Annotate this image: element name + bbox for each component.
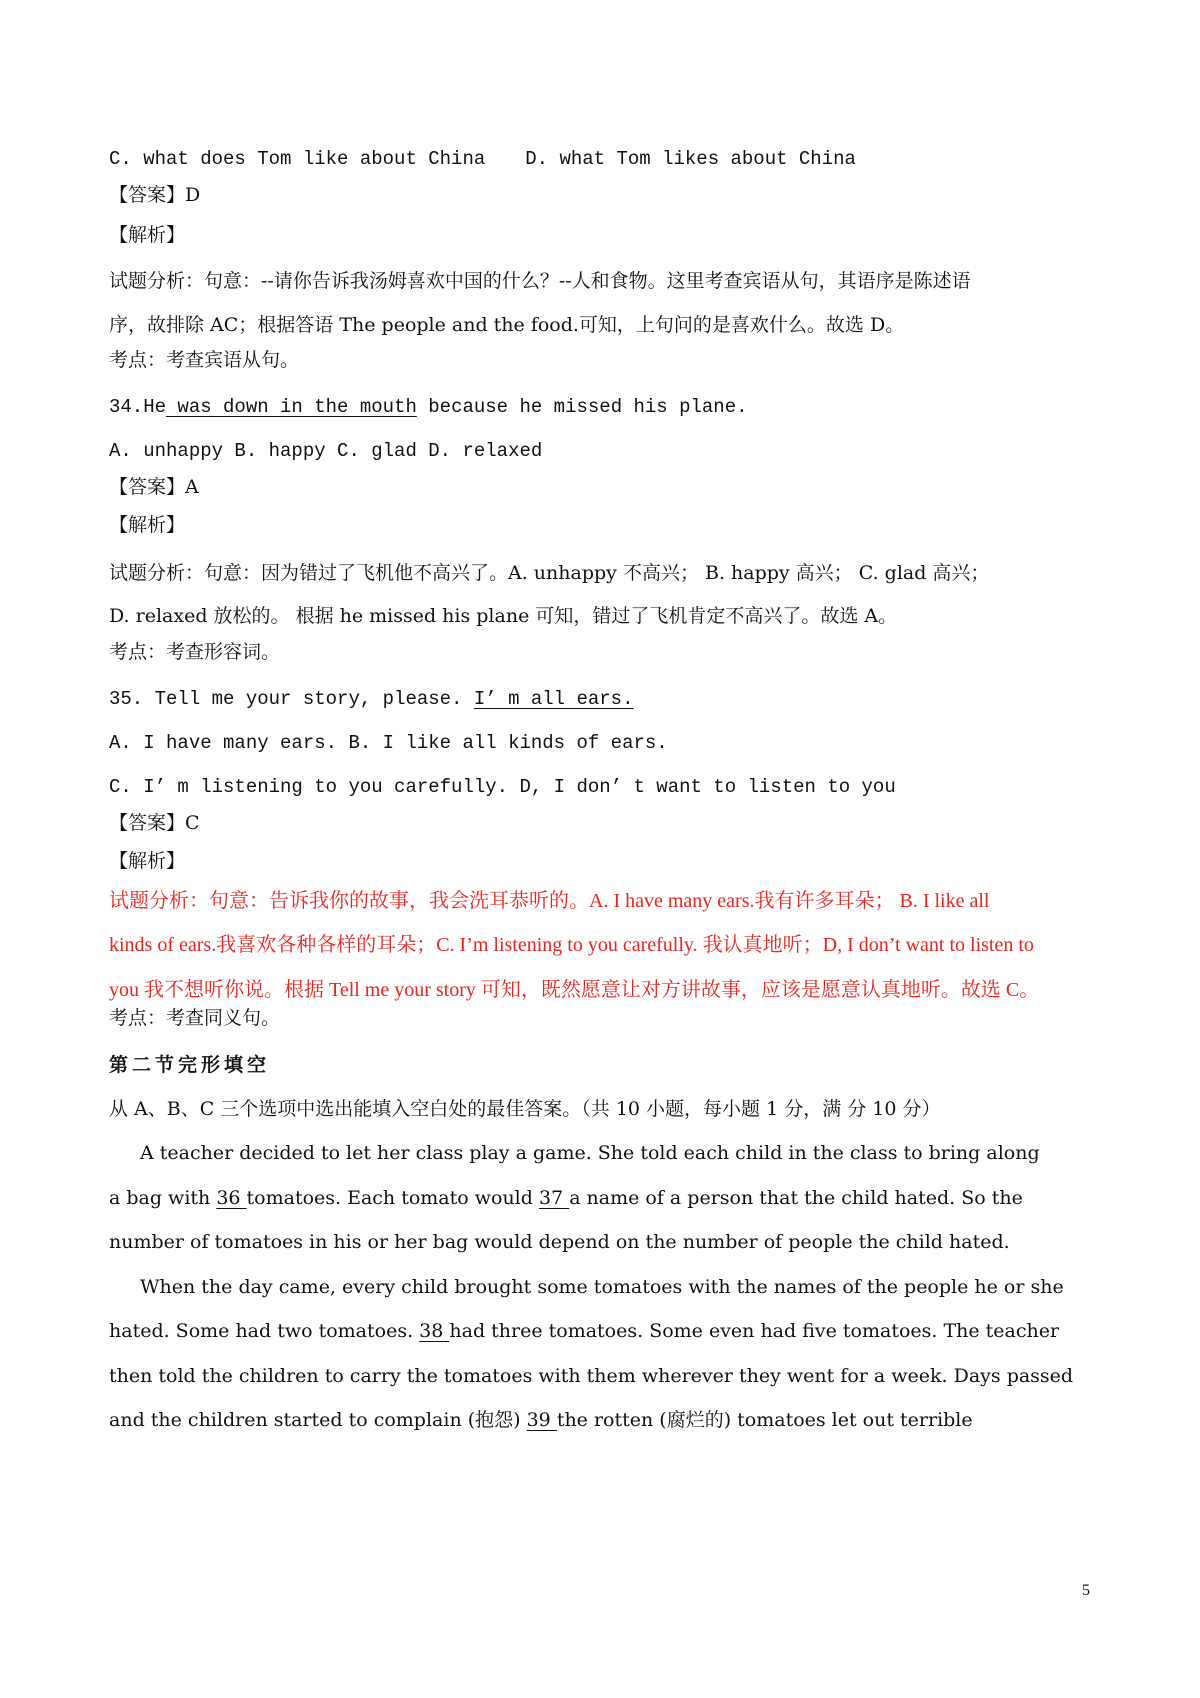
q35-options-ab: A. I have many ears. B. I like all kinds of ears. — [109, 732, 668, 754]
section-2-title: 第二节完形填空 — [109, 1054, 271, 1076]
q35-analysis-line-1: 试题分析：句意：告诉我你的故事，我会洗耳恭听的。A. I have many ears.我有许多耳朵； B. I like all — [109, 890, 990, 912]
blank-36: 36 — [216, 1187, 247, 1209]
q35-analysis-line-2: kinds of ears.我喜欢各种各样的耳朵；C. I’m listening to you carefully. 我认真地听；D, I don’t want to listen to — [109, 934, 1034, 956]
passage-text: a name of a person that the child hated. So the — [569, 1187, 1023, 1209]
passage-p1-line-2 — [109, 1185, 1023, 1211]
q34-answer: 【答案】A — [109, 476, 199, 498]
q33-analysis-line-1: 试题分析：句意：--请你告诉我汤姆喜欢中国的什么？--人和食物。这里考查宾语从句，其语序是陈述语 — [109, 270, 971, 292]
q33-analysis-label: 【解析】 — [109, 224, 186, 246]
q35-question — [109, 686, 634, 712]
passage-p2-line-1: When the day came, every child brought some tomatoes with the names of the people he or she — [140, 1276, 1064, 1298]
passage-p2-line-3: then told the children to carry the tomatoes with them wherever they went for a week. Days passed — [109, 1365, 1074, 1387]
passage-text: tomatoes. Each tomato would — [246, 1187, 539, 1209]
q33-point: 考点：考查宾语从句。 — [109, 349, 300, 371]
q35-analysis-label: 【解析】 — [109, 850, 186, 872]
q35-underlined-phrase: I’ m all ears. — [473, 688, 634, 710]
q34-prefix: 34.He — [109, 396, 167, 418]
passage-text: had three tomatoes. Some even had five tomatoes. The teacher — [449, 1320, 1060, 1342]
passage-p1-line-1: A teacher decided to let her class play a game. She told each child in the class to bring along — [140, 1142, 1040, 1164]
q33-option-c: C. what does Tom like about China — [109, 148, 486, 170]
q35-options-cd: C. I’ m listening to you carefully. D, I don’ t want to listen to you — [109, 776, 896, 798]
q35-analysis-line-3: you 我不想听你说。根据 Tell me your story 可知，既然愿意让对方讲故事，应该是愿意认真地听。故选 C。 — [109, 979, 1040, 1001]
passage-text: hated. Some had two tomatoes. — [109, 1320, 420, 1342]
blank-39: 39 — [526, 1409, 557, 1431]
passage-text: a bag with — [109, 1187, 217, 1209]
passage-text: the rotten (腐烂的) tomatoes let out terrible — [556, 1409, 973, 1431]
q34-underlined-phrase: was down in the mouth — [166, 396, 417, 418]
q35-point: 考点：考查同义句。 — [109, 1007, 281, 1029]
page-number: 5 — [1082, 1582, 1090, 1599]
passage-p1-line-3: number of tomatoes in his or her bag would depend on the number of people the child hated. — [109, 1231, 1010, 1253]
section-2-instruction: 从 A、B、C 三个选项中选出能填入空白处的最佳答案。（共 10 小题，每小题 1 分，满 分 10 分） — [109, 1098, 941, 1120]
q35-answer: 【答案】C — [109, 812, 200, 834]
q34-analysis-label: 【解析】 — [109, 514, 186, 536]
q34-question — [109, 394, 748, 420]
q33-answer: 【答案】D — [109, 184, 201, 206]
q34-analysis-line-1: 试题分析：句意：因为错过了飞机他不高兴了。A. unhappy 不高兴； B. happy 高兴； C. glad 高兴； — [109, 562, 990, 584]
q33-analysis-line-2: 序，故排除 AC；根据答语 The people and the food.可知，上句问的是喜欢什么。故选 D。 — [109, 314, 905, 336]
blank-37: 37 — [538, 1187, 570, 1209]
passage-p2-line-2 — [109, 1318, 1059, 1344]
q35-prefix: 35. Tell me your story, please. — [109, 688, 474, 710]
q34-point: 考点：考查形容词。 — [109, 641, 281, 663]
passage-text: and the children started to complain (抱怨) — [109, 1409, 527, 1431]
blank-38: 38 — [419, 1320, 450, 1342]
passage-p2-line-4 — [109, 1407, 973, 1433]
q34-options: A. unhappy B. happy C. glad D. relaxed — [109, 440, 543, 462]
q33-options — [109, 146, 856, 172]
q34-suffix: because he missed his plane. — [416, 396, 748, 418]
q34-analysis-line-2: D. relaxed 放松的。 根据 he missed his plane 可知，错过了飞机肯定不高兴了。故选 A。 — [109, 605, 898, 627]
q33-option-d: D. what Tom likes about China — [525, 148, 856, 170]
